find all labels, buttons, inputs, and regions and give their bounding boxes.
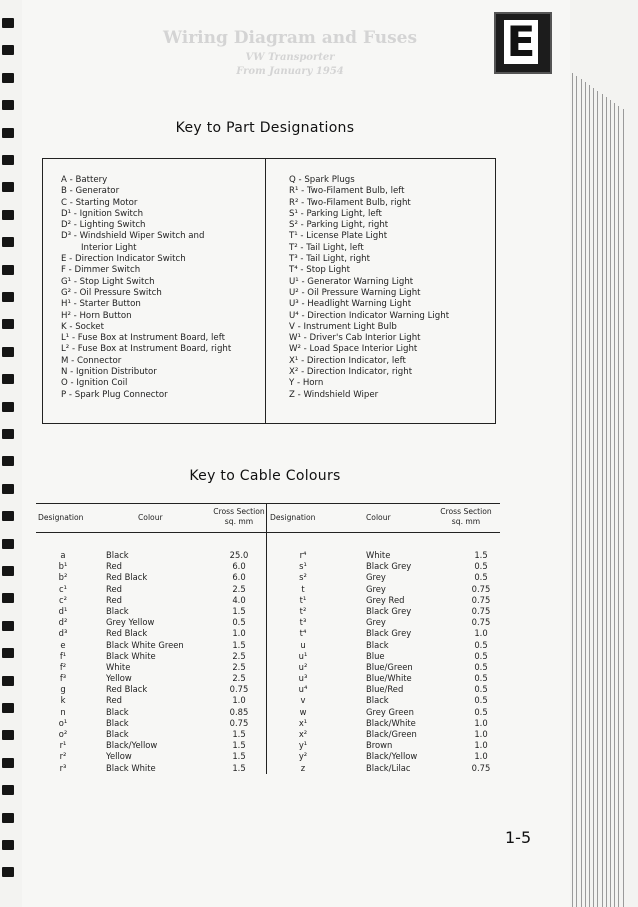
cable-cross-section: 1.5 bbox=[232, 639, 246, 650]
part-designation-item: L² - Fuse Box at Instrument Board, right bbox=[61, 344, 232, 355]
cable-colour: Yellow bbox=[106, 751, 132, 762]
cable-colour: Grey bbox=[366, 617, 386, 628]
cable-colour: Black Grey bbox=[366, 605, 412, 616]
cable-designation: f³ bbox=[59, 673, 67, 684]
cable-row bbox=[36, 628, 266, 639]
cable-cross-section: 2.5 bbox=[232, 583, 246, 594]
binding-ring bbox=[2, 484, 14, 494]
cable-designation: d³ bbox=[58, 628, 68, 639]
cable-cross-section: 1.5 bbox=[232, 729, 246, 739]
page-edge-line bbox=[602, 94, 603, 907]
part-designation-item: Z - Windshield Wiper bbox=[289, 389, 379, 400]
cable-row bbox=[36, 651, 266, 662]
cable-designation: x² bbox=[298, 729, 308, 739]
part-designation-item: V - Instrument Light Bulb bbox=[289, 321, 397, 332]
header-colour-left: Colour bbox=[138, 513, 163, 522]
cable-colour: Red bbox=[106, 583, 122, 594]
cable-colour: Black bbox=[106, 550, 129, 560]
cable-cross-section: 6.0 bbox=[232, 561, 246, 572]
cable-designation: c¹ bbox=[59, 583, 67, 594]
page-edge-line bbox=[623, 109, 624, 907]
cable-cross-section: 0.75 bbox=[471, 617, 491, 628]
binding-ring bbox=[2, 867, 14, 877]
cable-row bbox=[268, 561, 500, 572]
part-designation-item: B - Generator bbox=[61, 186, 120, 197]
cable-row bbox=[36, 640, 266, 651]
part-designation-item: G² - Oil Pressure Switch bbox=[61, 287, 162, 298]
part-designation-item: Y - Horn bbox=[289, 378, 324, 389]
cable-colour: Grey bbox=[366, 572, 386, 583]
part-designation-item: N - Ignition Distributor bbox=[61, 367, 157, 378]
cable-designation: u³ bbox=[298, 673, 308, 684]
cable-row bbox=[268, 740, 500, 751]
binding-ring bbox=[2, 374, 14, 384]
part-designation-item: H¹ - Starter Button bbox=[61, 299, 141, 310]
cable-cross-section: 1.0 bbox=[232, 695, 246, 706]
part-designation-item: E - Direction Indicator Switch bbox=[61, 254, 186, 265]
binding-ring bbox=[2, 155, 14, 165]
binding-ring bbox=[2, 18, 14, 28]
cable-cross-section: 1.0 bbox=[474, 729, 488, 739]
part-list-left bbox=[61, 175, 261, 401]
cable-designation: b¹ bbox=[58, 561, 68, 572]
cable-cross-section: 1.0 bbox=[474, 628, 488, 639]
part-designation-item: D¹ - Ignition Switch bbox=[61, 208, 144, 219]
binding-ring bbox=[2, 456, 14, 466]
cable-colour: Black bbox=[106, 729, 129, 739]
header-cross-section-left: Cross Section sq. mm bbox=[213, 507, 265, 526]
cable-row bbox=[268, 684, 500, 695]
part-designation-item: W² - Load Space Interior Light bbox=[289, 344, 418, 355]
cable-designation: r² bbox=[59, 751, 67, 762]
cable-row bbox=[268, 695, 500, 706]
cable-colour: Blue/White bbox=[366, 673, 412, 684]
cable-row bbox=[36, 617, 266, 628]
cable-row bbox=[268, 617, 500, 628]
cable-colour: Grey Yellow bbox=[106, 617, 155, 628]
cable-cross-section: 2.5 bbox=[232, 650, 246, 661]
table-divider bbox=[266, 504, 267, 774]
cable-colour: Black Grey bbox=[366, 628, 412, 639]
cable-designation: c² bbox=[59, 594, 67, 605]
cable-cross-section: 0.75 bbox=[229, 684, 249, 695]
cable-designation: o² bbox=[58, 729, 68, 739]
cable-cross-section: 0.75 bbox=[471, 762, 491, 773]
cable-row bbox=[36, 763, 266, 774]
cable-cross-section: 0.5 bbox=[232, 617, 246, 628]
cable-colour: Yellow bbox=[106, 673, 132, 684]
part-designation-item: R¹ - Two-Filament Bulb, left bbox=[289, 186, 405, 197]
part-designation-item: U² - Oil Pressure Warning Light bbox=[289, 287, 421, 298]
cable-cross-section: 2.5 bbox=[232, 673, 246, 684]
cable-cross-section: 1.5 bbox=[232, 762, 246, 773]
cable-colour: Black bbox=[106, 717, 129, 728]
cable-row bbox=[36, 572, 266, 583]
page-edge-line bbox=[610, 100, 611, 907]
cable-cross-section: 0.5 bbox=[474, 561, 488, 572]
binding-ring bbox=[2, 237, 14, 247]
cable-designation: k bbox=[60, 695, 66, 706]
cable-cross-section: 0.75 bbox=[471, 594, 491, 605]
cable-designation: x¹ bbox=[298, 717, 308, 728]
part-list-right bbox=[289, 175, 493, 401]
cable-cross-section: 0.85 bbox=[229, 706, 249, 717]
binding-ring bbox=[2, 319, 14, 329]
binding-ring bbox=[2, 292, 14, 302]
binding-ring bbox=[2, 100, 14, 110]
cable-colour: Red bbox=[106, 695, 122, 706]
part-designation-item: R² - Two-Filament Bulb, right bbox=[289, 197, 411, 208]
cable-row bbox=[36, 662, 266, 673]
cable-row bbox=[268, 707, 500, 718]
cable-row bbox=[268, 584, 500, 595]
part-designation-item: X¹ - Direction Indicator, left bbox=[289, 355, 406, 366]
cable-designation: a bbox=[60, 550, 66, 560]
binding-ring bbox=[2, 45, 14, 55]
cable-row bbox=[36, 707, 266, 718]
cable-row bbox=[36, 550, 266, 561]
cable-row bbox=[268, 628, 500, 639]
page-edge-line bbox=[618, 106, 619, 907]
binding-ring bbox=[2, 566, 14, 576]
part-designation-item: D² - Lighting Switch bbox=[61, 220, 146, 231]
part-designation-item: P - Spark Plug Connector bbox=[61, 389, 168, 400]
cable-colours-title: Key to Cable Colours bbox=[189, 468, 341, 484]
cable-colour: Red Black bbox=[106, 572, 148, 583]
part-designations-box bbox=[42, 158, 496, 424]
cable-colour: Black/Yellow bbox=[106, 740, 158, 751]
bleed-through-subtitle: VW Transporter bbox=[245, 52, 335, 63]
cable-colour: Black bbox=[106, 605, 129, 616]
page-edge-line bbox=[589, 85, 590, 907]
cable-cross-section: 1.5 bbox=[232, 605, 246, 616]
page-edge-line bbox=[597, 91, 598, 907]
cable-colour: Black White Green bbox=[106, 639, 184, 650]
cable-designation: g bbox=[60, 684, 66, 695]
cable-cross-section: 1.0 bbox=[474, 717, 488, 728]
part-designation-item: U³ - Headlight Warning Light bbox=[289, 299, 412, 310]
cable-colour: Blue bbox=[366, 650, 385, 661]
cable-colour: Black/Yellow bbox=[366, 751, 418, 762]
header-colour-right: Colour bbox=[366, 513, 391, 522]
cable-cross-section: 2.5 bbox=[232, 661, 246, 672]
cable-cross-section: 0.75 bbox=[471, 605, 491, 616]
cable-designation: f¹ bbox=[59, 650, 67, 661]
cable-cross-section: 0.5 bbox=[474, 673, 488, 684]
cable-designation: u¹ bbox=[298, 650, 308, 661]
cable-cross-section: 0.5 bbox=[474, 639, 488, 650]
cable-colours-table bbox=[36, 503, 500, 782]
cable-designation: s¹ bbox=[299, 561, 307, 572]
part-designation-item: D³ - Windshield Wiper Switch and bbox=[61, 231, 205, 242]
binding-ring bbox=[2, 402, 14, 412]
cable-designation: d² bbox=[58, 617, 68, 628]
part-designation-item: X² - Direction Indicator, right bbox=[289, 367, 413, 378]
page-edge-line bbox=[576, 76, 577, 907]
part-designation-item: W¹ - Driver's Cab Interior Light bbox=[289, 333, 421, 344]
part-designation-item: A - Battery bbox=[61, 175, 108, 185]
bleed-through-date: From January 1954 bbox=[236, 66, 344, 77]
binding-ring bbox=[2, 73, 14, 83]
cable-cross-section: 6.0 bbox=[232, 572, 246, 583]
part-designation-item: S¹ - Parking Light, left bbox=[289, 208, 382, 219]
cable-designation: t² bbox=[299, 605, 307, 616]
cable-cross-section: 0.5 bbox=[474, 572, 488, 583]
cable-cross-section: 1.0 bbox=[474, 751, 488, 762]
cable-row bbox=[36, 606, 266, 617]
binding-ring bbox=[2, 593, 14, 603]
cable-colour: Red bbox=[106, 594, 122, 605]
cable-colour: Black bbox=[106, 706, 129, 717]
cable-row bbox=[268, 651, 500, 662]
section-tab[interactable] bbox=[494, 12, 552, 74]
binding-ring bbox=[2, 730, 14, 740]
cable-cross-section: 4.0 bbox=[232, 594, 246, 605]
part-designation-item: G¹ - Stop Light Switch bbox=[61, 276, 155, 287]
cable-designation: e bbox=[60, 639, 66, 650]
cable-designation: u bbox=[300, 639, 306, 650]
cable-colour: Red bbox=[106, 561, 122, 572]
binding-ring bbox=[2, 758, 14, 768]
spiral-binding bbox=[0, 18, 16, 898]
cable-colour: Black bbox=[366, 695, 389, 706]
cable-cross-section: 1.0 bbox=[232, 628, 246, 639]
cable-colour: Black/White bbox=[366, 717, 416, 728]
cable-colour: White bbox=[106, 661, 131, 672]
part-designation-item: M - Connector bbox=[61, 355, 122, 366]
part-designation-item: C - Starting Motor bbox=[61, 197, 138, 208]
cable-row bbox=[36, 584, 266, 595]
cable-colour: Black Grey bbox=[366, 561, 412, 572]
binding-ring bbox=[2, 182, 14, 192]
part-designation-item: T³ - Tail Light, right bbox=[289, 254, 370, 265]
cable-designation: u⁴ bbox=[298, 684, 308, 695]
cable-row bbox=[268, 606, 500, 617]
cable-cross-section: 0.5 bbox=[474, 695, 488, 706]
cable-cross-section: 1.5 bbox=[232, 740, 246, 751]
binding-ring bbox=[2, 511, 14, 521]
cable-designation: o¹ bbox=[58, 717, 68, 728]
section-tab-letter: E bbox=[504, 20, 538, 64]
bleed-through-title: Wiring Diagram and Fuses bbox=[162, 28, 418, 48]
cable-row bbox=[36, 595, 266, 606]
cable-designation: v bbox=[300, 695, 306, 706]
cable-designation: r³ bbox=[59, 762, 67, 773]
cable-designation: r¹ bbox=[59, 740, 67, 751]
cable-cross-section: 0.5 bbox=[474, 661, 488, 672]
cable-row bbox=[268, 729, 500, 740]
cable-designation: s² bbox=[299, 572, 307, 583]
part-designation-item: T⁴ - Stop Light bbox=[289, 265, 350, 276]
cable-cross-section: 0.5 bbox=[474, 684, 488, 695]
binding-ring bbox=[2, 648, 14, 658]
cable-designation: b² bbox=[58, 572, 68, 583]
cable-designation: r⁴ bbox=[299, 550, 307, 560]
cable-colour: Blue/Green bbox=[366, 661, 413, 672]
cable-designation: y² bbox=[298, 751, 308, 762]
cable-cross-section: 0.5 bbox=[474, 706, 488, 717]
binding-ring bbox=[2, 703, 14, 713]
header-designation-left: Designation bbox=[38, 513, 84, 522]
binding-ring bbox=[2, 785, 14, 795]
cable-row bbox=[36, 718, 266, 729]
cable-cross-section: 0.75 bbox=[229, 717, 249, 728]
cable-colour: Grey bbox=[366, 583, 386, 594]
part-designation-item: T¹ - License Plate Light bbox=[289, 231, 388, 242]
cable-row bbox=[268, 751, 500, 762]
cable-cross-section: 1.5 bbox=[474, 550, 488, 560]
cable-colour: Black/Green bbox=[366, 729, 417, 739]
cable-cross-section: 25.0 bbox=[229, 550, 249, 560]
cable-row bbox=[268, 763, 500, 774]
part-designation-item: H² - Horn Button bbox=[61, 310, 132, 321]
binding-ring bbox=[2, 539, 14, 549]
cable-colour: Black/Lilac bbox=[366, 762, 411, 773]
part-designations-title: Key to Part Designations bbox=[175, 120, 355, 136]
header-designation-right: Designation bbox=[270, 513, 316, 522]
cable-rows-right bbox=[268, 550, 500, 774]
cable-colour: Black White bbox=[106, 650, 156, 661]
column-divider bbox=[265, 159, 266, 423]
cable-colour: Grey Green bbox=[366, 706, 414, 717]
page-edge-line bbox=[593, 88, 594, 907]
cable-designation: n bbox=[60, 706, 66, 717]
cable-designation: t bbox=[301, 583, 305, 594]
cable-row bbox=[36, 561, 266, 572]
cable-designation: t³ bbox=[299, 617, 307, 628]
cable-designation: f² bbox=[59, 661, 67, 672]
part-designation-item: O - Ignition Coil bbox=[61, 378, 128, 389]
page-edge-line bbox=[614, 103, 615, 907]
cable-designation: z bbox=[300, 762, 306, 773]
part-designation-item: K - Socket bbox=[61, 321, 104, 332]
binding-ring bbox=[2, 347, 14, 357]
binding-ring bbox=[2, 429, 14, 439]
cable-cross-section: 0.5 bbox=[474, 650, 488, 661]
cable-row bbox=[268, 718, 500, 729]
cable-designation: t⁴ bbox=[299, 628, 307, 639]
cable-colour: White bbox=[366, 550, 391, 560]
part-designation-item: T² - Tail Light, left bbox=[289, 242, 364, 253]
header-rule bbox=[36, 532, 500, 533]
cable-row bbox=[36, 729, 266, 740]
cable-colour: Grey Red bbox=[366, 594, 405, 605]
page-edge-stack bbox=[566, 70, 638, 907]
cable-rows-left bbox=[36, 550, 266, 774]
cable-colour: Red Black bbox=[106, 684, 148, 695]
header-cross-section-right: Cross Section sq. mm bbox=[440, 507, 492, 526]
cable-row bbox=[268, 640, 500, 651]
part-designation-item: F - Dimmer Switch bbox=[61, 265, 141, 276]
cable-colour: Black bbox=[366, 639, 389, 650]
cable-row bbox=[36, 673, 266, 684]
cable-designation: y¹ bbox=[298, 740, 308, 751]
cable-colour: Red Black bbox=[106, 628, 148, 639]
part-designation-item: Q - Spark Plugs bbox=[289, 175, 355, 185]
cable-row bbox=[268, 595, 500, 606]
binding-ring bbox=[2, 621, 14, 631]
page-edge-line bbox=[581, 79, 582, 907]
binding-ring bbox=[2, 813, 14, 823]
page-edge-line bbox=[606, 97, 607, 907]
page-edge-line bbox=[572, 73, 573, 907]
cable-designation: d¹ bbox=[58, 605, 68, 616]
binding-ring bbox=[2, 210, 14, 220]
cable-row bbox=[268, 673, 500, 684]
cable-row bbox=[268, 550, 500, 561]
part-designation-item: U⁴ - Direction Indicator Warning Light bbox=[289, 310, 450, 321]
cable-colour: Black White bbox=[106, 762, 156, 773]
cable-cross-section: 1.0 bbox=[474, 740, 488, 751]
part-designation-item: L¹ - Fuse Box at Instrument Board, left bbox=[61, 333, 225, 344]
cable-cross-section: 0.75 bbox=[471, 583, 491, 594]
part-designation-item: S² - Parking Light, right bbox=[289, 220, 389, 231]
cable-colour: Brown bbox=[366, 740, 393, 751]
page-edge-line bbox=[585, 82, 586, 907]
cable-cross-section: 1.5 bbox=[232, 751, 246, 762]
binding-ring bbox=[2, 265, 14, 275]
cable-row bbox=[268, 662, 500, 673]
cable-row bbox=[36, 684, 266, 695]
part-designation-item: U¹ - Generator Warning Light bbox=[289, 276, 414, 287]
cable-row bbox=[36, 695, 266, 706]
binding-ring bbox=[2, 676, 14, 686]
part-designation-item: Interior Light bbox=[81, 242, 137, 253]
cable-row bbox=[36, 751, 266, 762]
cable-row bbox=[36, 740, 266, 751]
cable-designation: t¹ bbox=[299, 594, 307, 605]
cable-designation: w bbox=[299, 706, 307, 717]
cable-designation: u² bbox=[298, 661, 308, 672]
cable-row bbox=[268, 572, 500, 583]
cable-colour: Blue/Red bbox=[366, 684, 404, 695]
page-number: 1-5 bbox=[505, 828, 532, 847]
binding-ring bbox=[2, 840, 14, 850]
